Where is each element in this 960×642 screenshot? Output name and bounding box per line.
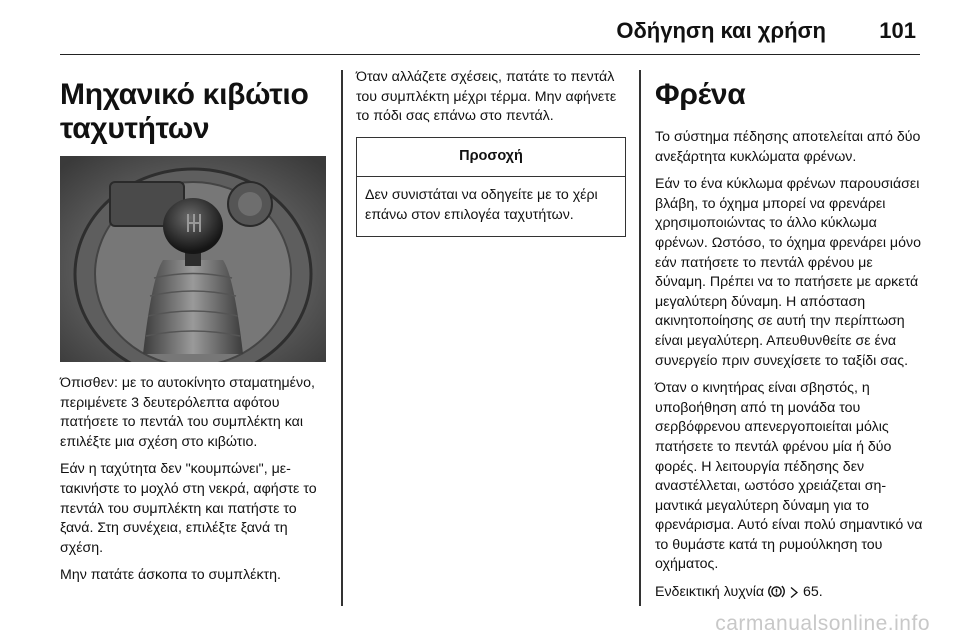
page-reference-arrow-icon <box>789 586 799 606</box>
gearbox-text <box>60 374 328 594</box>
gearbox-section <box>60 68 326 146</box>
indicator-label: Ενδεικτική λυχνία <box>655 584 765 601</box>
column-divider <box>639 70 641 606</box>
brakes-section <box>655 68 925 614</box>
gear-lever-photo <box>60 156 326 362</box>
brake-warning-icon <box>768 584 785 606</box>
column-divider <box>341 70 343 606</box>
caution-box <box>356 137 626 237</box>
paragraph: Εάν το ένα κύκλωμα φρένων παρουσιάσει βλάβη, το όχημα μπορεί να φρενάρει χρησιμοποιώντας το άλλο κύκλωμα φρένων. Ωστόσο, το όχημα φρενάρει μόνο εάν πατήσετε το πεντάλ φρένου με δύναμη. Πρέπει να το πατήσετε με αρκετά μεγαλύτερη δύναμη. Η απόσταση ακινητοποίησης σε αυτή την περίπτωση είναι μεγαλύτερη. Απευθυνθείτε σε ένα συνεργείο πριν συνεχίσετε το ταξίδι σας. <box>655 176 921 369</box>
page-header <box>60 0 920 55</box>
indicator-page-link[interactable]: 65. <box>802 584 823 601</box>
watermark: carmanualsonline.info <box>715 612 930 635</box>
paragraph: Όπισθεν: με το αυτοκίνητο σταματημένο, περιμένετε 3 δευτερόλεπτα αφότου πατήσετε το πεντάλ του συμπλέκτη και επιλέξτε μια σχέση στο κιβώτιο. <box>60 375 315 450</box>
page-number: 101 <box>879 18 916 43</box>
paragraph: Εάν η ταχύτητα δεν "κουμπώνει", μετακινήστε το μοχλό στη νεκρά, αφήστε το πεντάλ του συμπλέκτη και πατήστε το ξανά. Στη συνέχεια, επιλέξτε ξανά τη σχέση. <box>60 461 317 556</box>
caution-title: Προσοχή <box>357 138 625 178</box>
gearbox-title: Μηχανικό κιβώτιο ταχυτήτων <box>60 78 309 145</box>
paragraph: Το σύστημα πέδησης αποτελείται από δύο ανεξάρτητα κυκλώματα φρένων. <box>655 129 921 165</box>
indicator-reference <box>655 583 925 606</box>
running-head: Οδήγηση και χρήση <box>616 18 826 43</box>
paragraph: Μην πατάτε άσκοπα το συμπλέκτη. <box>60 567 281 584</box>
brakes-title: Φρένα <box>655 78 746 111</box>
gearbox-continued <box>356 68 626 237</box>
paragraph: Όταν αλλάζετε σχέσεις, πατάτε το πεντάλ του συμπλέκτη μέχρι τέρμα. Μην αφήνετε το πόδι σας επάνω στο πεντάλ. <box>356 69 617 125</box>
paragraph: Όταν ο κινητήρας είναι σβηστός, η υποβοήθηση από τη μονάδα του σερβόφρενου απενεργοποιείται μόλις πατήσετε το πεντάλ φρένου μία ή δύο φορές. Η λειτουργία πέδησης δεν αναστέλλεται, ωστόσο χρειάζεται σημαντικά μεγαλύτερη δύναμη για το φρενάρισμα. Αυτό είναι πολύ σημαντικό να το θυμάστε κατά τη ρυμούλκηση του οχήματος. <box>655 380 923 573</box>
caution-text: Δεν συνιστάται να οδηγείτε με το χέρι επάνω στον επιλογέα ταχυτήτων. <box>365 187 598 223</box>
